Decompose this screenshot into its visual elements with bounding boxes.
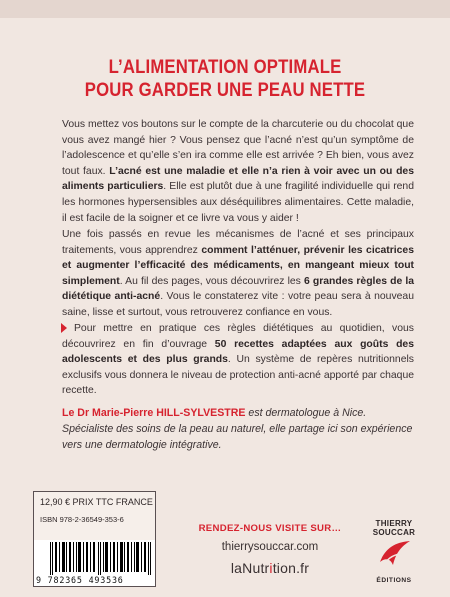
recipes-paragraph: [62, 321, 414, 399]
website-link-lanutrition[interactable]: [188, 560, 352, 576]
isbn-label: ISBN 978-2-36549-353-6: [40, 515, 124, 524]
text-span: Une fois passés en revue les mécanismes de l’acné et ses principaux traitements, vous apprendrez: [62, 229, 414, 256]
bold-span: 50 recettes adaptées aux goûts des adolescents et des plus grands: [62, 338, 414, 366]
text-span: Vous mettez vos boutons sur le compte de la charcuterie ou du chocolat que vous avez mangé hier ? Vous pensez que l’acné n’est qu’un symptôme de l’adolescence et qu’elle s’en ira comme elle est arrivée ? Eh bien, vous avez tout faux.: [62, 119, 414, 177]
content-paragraph: [62, 227, 414, 321]
bold-span: 6 grandes règles de la diététique anti-acné: [62, 275, 414, 303]
author-name: Le Dr Marie-Pierre HILL-SYLVESTRE: [62, 407, 246, 419]
back-cover-title: [0, 56, 450, 102]
title-line-2: POUR GARDER UNE PEAU NETTE: [84, 80, 366, 101]
website-link-thierrysouccar[interactable]: thierrysouccar.com: [221, 541, 319, 553]
visit-us-label: RENDEZ-NOUS VISITE SUR…: [198, 523, 342, 534]
barcode-box: [33, 540, 156, 587]
publisher-editions: ÉDITIONS: [376, 577, 412, 584]
text-span: . Un système de repères nutritionnels exclusifs vous donnera le niveau de protection anti-acné apporté par chaque recette.: [62, 354, 414, 397]
text-span: Pour mettre en pratique ces règles diététiques au quotidien, vous découvrirez en fin d’ouvrage: [62, 323, 414, 350]
publisher-line: SOUCCAR: [372, 528, 416, 537]
site-text: laNutr: [230, 560, 270, 576]
barcode-icon: [50, 542, 152, 575]
publisher-line: THIERRY: [375, 519, 413, 528]
price-box: [33, 491, 156, 541]
publisher-name: [364, 519, 424, 537]
price-label: 12,90 € PRIX TTC FRANCE: [40, 497, 153, 507]
text-span: . Au fil des pages, vous découvrirez les: [119, 275, 304, 287]
text-span: . Vous le constaterez vite : votre peau sera à nouveau saine, lisse et surtout, vous retrouverez confiance en vous.: [62, 291, 414, 318]
bold-span: comment l’atténuer, prévenir les cicatrices et augmenter l’efficacité des médicaments, en mangeant mieux tout simplement: [62, 244, 414, 287]
publisher-logo-icon: [376, 538, 414, 568]
intro-paragraph: [62, 117, 414, 226]
top-band: [0, 0, 450, 18]
text-span: . Elle est plutôt due à une fragilité individuelle qui rend les hormones hypersensibles aux déséquilibres alimentaires. Cette maladie, il est facile de la soigner et ce livre va vous y aider !: [62, 181, 414, 224]
site-text-accent: i: [269, 560, 273, 576]
site-text: tion.fr: [272, 560, 310, 576]
bold-span: L’acné est une maladie et elle n’a rien à voir avec un ou des aliments particuliers: [62, 165, 414, 193]
author-bio-text: est dermatologue à Nice. Spécialiste des soins de la peau au naturel, elle partage ici son expérience vers une dermatologie intégrative.: [62, 407, 413, 451]
barcode-digits: 9 782365 493536: [36, 575, 124, 585]
title-line-1: L’ALIMENTATION OPTIMALE: [108, 57, 342, 78]
author-bio: [62, 406, 417, 453]
